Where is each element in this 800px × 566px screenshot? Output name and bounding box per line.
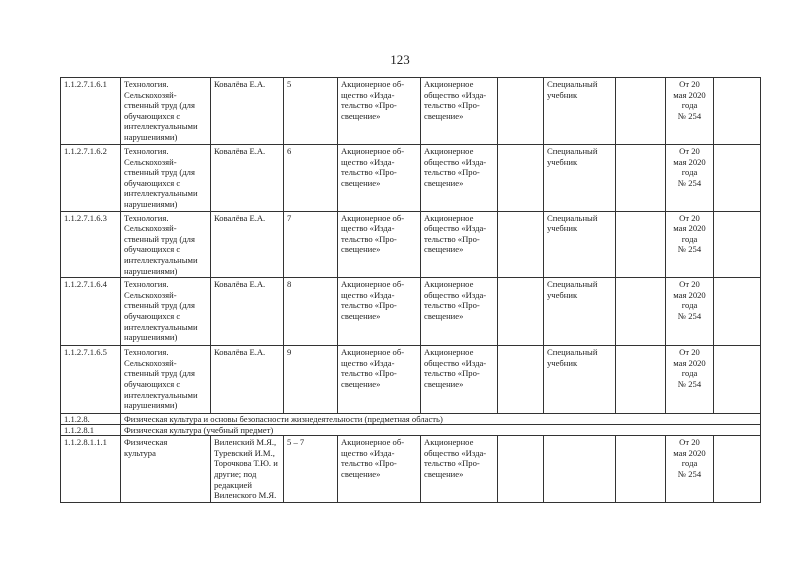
table-cell: От 20 мая 2020 года № 254	[666, 78, 714, 145]
table-cell: 1.1.2.7.1.6.5	[61, 346, 121, 414]
table-cell: Акционерное об- щество «Изда- тельство «Про- свещение»	[338, 145, 421, 212]
table-cell: Акционерное общество «Изда- тельство «Про- свещение»	[421, 145, 498, 212]
table-cell: От 20 мая 2020 года № 254	[666, 211, 714, 278]
table-cell: 6	[284, 145, 338, 212]
table-cell: Специальный учебник	[544, 211, 616, 278]
table-cell: 5	[284, 78, 338, 145]
table-cell: 1.1.2.7.1.6.3	[61, 211, 121, 278]
table-cell: Акционерное общество «Изда- тельство «Про- свещение»	[421, 436, 498, 503]
table-cell: Ковалёва Е.А.	[211, 78, 284, 145]
table-row	[61, 211, 761, 278]
section-title: Физическая культура и основы безопасности жизнедеятельности (предметная область)	[121, 414, 761, 425]
table-cell: Технология. Сельскохозяй- ственный труд (для обучающихся с интеллектуальными нарушениями)	[121, 145, 211, 212]
table-cell: 9	[284, 346, 338, 414]
table-cell	[616, 436, 666, 503]
table-cell: Технология. Сельскохозяй- ственный труд (для обучающихся с интеллектуальными нарушениями)	[121, 211, 211, 278]
table-cell	[616, 211, 666, 278]
table-cell: Акционерное об- щество «Изда- тельство «Про- свещение»	[338, 278, 421, 346]
table-cell: Акционерное об- щество «Изда- тельство «Про- свещение»	[338, 78, 421, 145]
table-cell	[714, 145, 761, 212]
table-cell: Акционерное об- щество «Изда- тельство «Про- свещение»	[338, 211, 421, 278]
table-cell: 1.1.2.7.1.6.1	[61, 78, 121, 145]
table-cell: Специальный учебник	[544, 278, 616, 346]
table-row	[61, 436, 761, 503]
section-row	[61, 414, 761, 425]
table-cell	[714, 346, 761, 414]
table-cell	[616, 346, 666, 414]
table-cell: 1.1.2.8.1.1.1	[61, 436, 121, 503]
table-cell	[498, 346, 544, 414]
table-cell	[498, 78, 544, 145]
textbook-table	[60, 77, 761, 503]
table-cell: Ковалёва Е.А.	[211, 145, 284, 212]
table-cell: 1.1.2.7.1.6.4	[61, 278, 121, 346]
table-cell	[498, 211, 544, 278]
table-row	[61, 278, 761, 346]
table-cell: Ковалёва Е.А.	[211, 278, 284, 346]
table-cell: 8	[284, 278, 338, 346]
table-cell	[616, 278, 666, 346]
table-cell: Специальный учебник	[544, 346, 616, 414]
table-cell: 7	[284, 211, 338, 278]
table-cell: Виленский М.Я., Туревский И.М., Торочкова Т.Ю. и другие; под редакцией Виленского М.Я.	[211, 436, 284, 503]
table-cell	[616, 145, 666, 212]
table-cell: Технология. Сельскохозяй- ственный труд (для обучающихся с интеллектуальными нарушениями)	[121, 278, 211, 346]
table-cell: Физическая культура	[121, 436, 211, 503]
table-cell	[498, 145, 544, 212]
page-number: 123	[390, 52, 410, 67]
section-code: 1.1.2.8.	[61, 414, 121, 425]
table-cell: Специальный учебник	[544, 78, 616, 145]
table-cell: Акционерное об- щество «Изда- тельство «Про- свещение»	[338, 346, 421, 414]
table-cell	[544, 436, 616, 503]
table-cell: От 20 мая 2020 года № 254	[666, 346, 714, 414]
table-cell: От 20 мая 2020 года № 254	[666, 145, 714, 212]
table-cell: Акционерное общество «Изда- тельство «Про- свещение»	[421, 211, 498, 278]
table-cell: Ковалёва Е.А.	[211, 211, 284, 278]
table-cell: Акционерное общество «Изда- тельство «Про- свещение»	[421, 346, 498, 414]
table-row	[61, 145, 761, 212]
table-cell: Технология. Сельскохозяй- ственный труд (для обучающихся с интеллектуальными нарушениями)	[121, 346, 211, 414]
table-cell: От 20 мая 2020 года № 254	[666, 436, 714, 503]
section-code: 1.1.2.8.1	[61, 425, 121, 436]
table-cell: Технология. Сельскохозяй- ственный труд (для обучающихся с интеллектуальными нарушениями)	[121, 78, 211, 145]
table-cell	[498, 278, 544, 346]
section-row	[61, 425, 761, 436]
table-cell	[498, 436, 544, 503]
table-cell: 5 – 7	[284, 436, 338, 503]
table-cell: Акционерное об- щество «Изда- тельство «Про- свещение»	[338, 436, 421, 503]
table-cell	[616, 78, 666, 145]
table-cell	[714, 278, 761, 346]
table-cell: Акционерное общество «Изда- тельство «Про- свещение»	[421, 78, 498, 145]
table-cell: Ковалёва Е.А.	[211, 346, 284, 414]
section-title: Физическая культура (учебный предмет)	[121, 425, 761, 436]
table-cell	[714, 211, 761, 278]
table-cell: От 20 мая 2020 года № 254	[666, 278, 714, 346]
table-row	[61, 346, 761, 414]
table-cell	[714, 436, 761, 503]
table-cell: Специальный учебник	[544, 145, 616, 212]
table-cell: 1.1.2.7.1.6.2	[61, 145, 121, 212]
table-cell: Акционерное общество «Изда- тельство «Про- свещение»	[421, 278, 498, 346]
table-cell	[714, 78, 761, 145]
table-row	[61, 78, 761, 145]
